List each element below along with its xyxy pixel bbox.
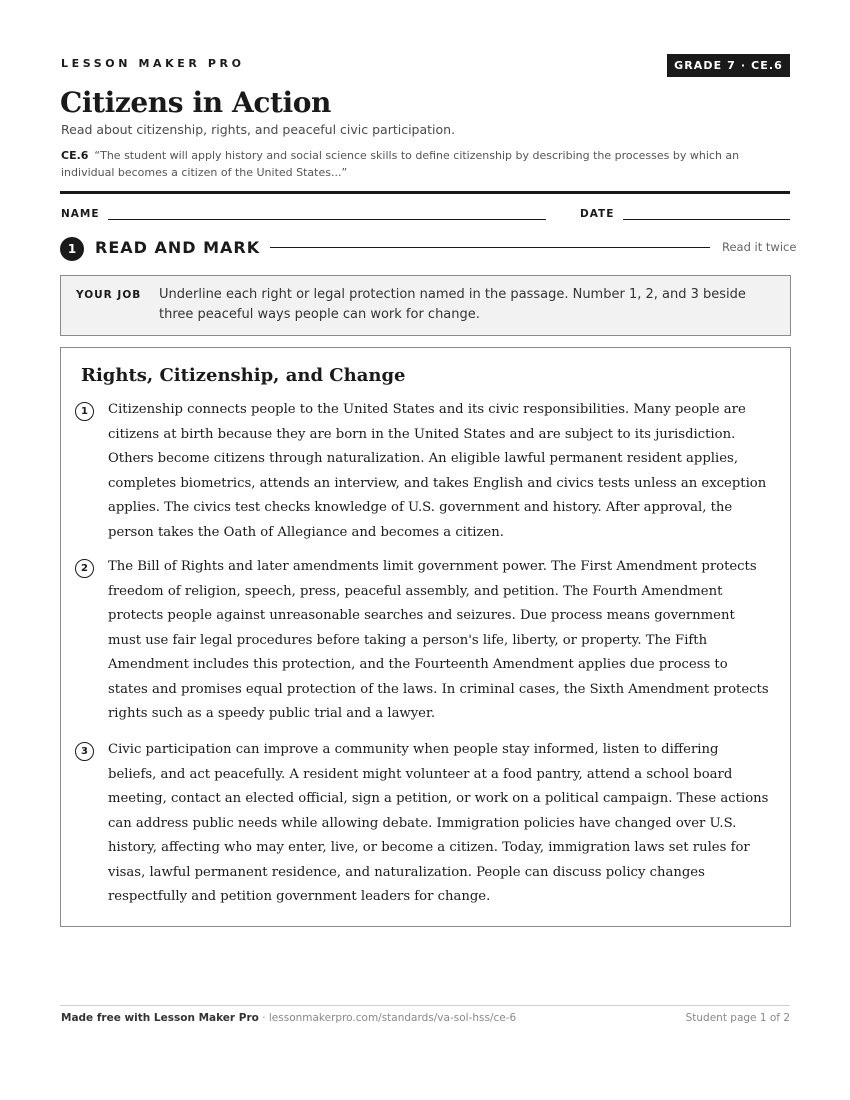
passage-title: Rights, Citizenship, and Change <box>81 365 406 386</box>
instructions-box <box>60 275 791 336</box>
brand-name: LESSON MAKER PRO <box>61 57 245 70</box>
name-label: NAME <box>61 208 100 220</box>
passage-paragraph: The Bill of Rights and later amendments limit government power. The First Amendment protects freedom of religion, speech, press, peaceful assembly, and petition. The Fourth Amendment protects people against unreasonable searches and seizures. Due process means government must use fair legal procedures before taking a person's life, liberty, or property. The Fifth Amendment includes this protection, and the Fourteenth Amendment applies due process to states and promises equal protection of the laws. In criminal cases, the Sixth Amendment protects rights such as a speedy public trial and a lawyer. <box>108 559 769 721</box>
page-indicator: Student page 1 of 2 <box>685 1012 790 1024</box>
paragraph-number-badge: 1 <box>75 402 94 421</box>
header-divider <box>60 191 790 194</box>
page-title: Citizens in Action <box>60 86 331 119</box>
footer-divider <box>60 1005 790 1006</box>
grade-badge: GRADE 7 · CE.6 <box>667 54 790 77</box>
passage-paragraph: Citizenship connects people to the United States and its civic responsibilities. Many people are citizens at birth because they are born in the United States and are subject to its jurisdiction. Others become citizens through naturalization. An eligible lawful permanent resident applies, completes biometrics, attends an interview, and takes English and civics tests unless an exception applies. The civics test checks knowledge of U.S. government and history. After approval, the person takes the Oath of Allegiance and becomes a citizen. <box>108 402 767 540</box>
instructions-text: Underline each right or legal protection named in the passage. Number 1, 2, and 3 beside three peaceful ways people can work for change. <box>159 287 746 322</box>
footer-credit <box>61 1012 516 1024</box>
standard-statement <box>61 147 786 181</box>
passage-paragraph: Civic participation can improve a community when people stay informed, listen to differing beliefs, and act peacefully. A resident might volunteer at a food pantry, attend a school board meeting, contact an elected official, sign a petition, or work on a political campaign. These actions can address public needs while allowing debate. Immigration policies have changed over U.S. history, affecting who may enter, live, or become a citizen. Today, immigration laws set rules for visas, lawful permanent residence, and naturalization. People can discuss policy changes respectfully and petition government leaders for change. <box>108 742 769 904</box>
date-field[interactable] <box>623 219 790 220</box>
section-title: READ AND MARK <box>95 238 261 257</box>
reading-passage <box>60 347 791 927</box>
footer-url[interactable]: lessonmakerpro.com/standards/va-sol-hss/ce-6 <box>268 1012 517 1024</box>
section-note: Read it twice <box>722 240 797 254</box>
footer-separator: · <box>258 1012 269 1024</box>
date-label: DATE <box>580 208 615 220</box>
standard-text: “The student will apply history and social science skills to define citizenship by describing the processes by which an individual becomes a citizen of the United States...” <box>61 149 740 179</box>
paragraph-number-badge: 2 <box>75 559 94 578</box>
standard-code: CE.6 <box>61 149 89 162</box>
instructions-label: YOUR JOB <box>76 289 142 301</box>
page-subtitle: Read about citizenship, rights, and peaceful civic participation. <box>61 122 456 137</box>
name-field[interactable] <box>108 219 546 220</box>
paragraph-number-badge: 3 <box>75 742 94 761</box>
section-number-badge: 1 <box>60 237 84 261</box>
footer-made-with: Made free with Lesson Maker Pro <box>61 1012 259 1024</box>
section-divider <box>270 247 710 248</box>
